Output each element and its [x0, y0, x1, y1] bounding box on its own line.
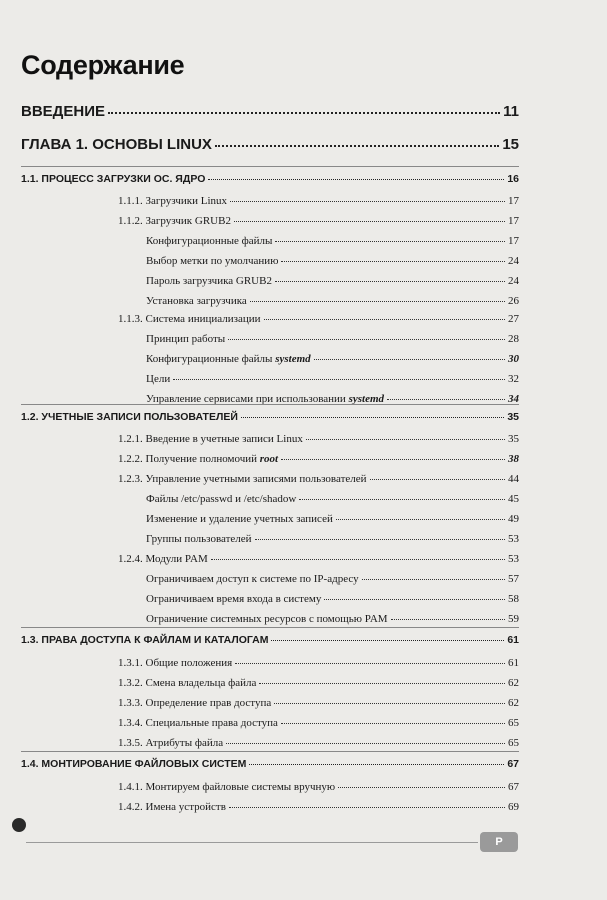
toc-entry-emphasis: root — [259, 453, 279, 465]
dot-leader — [274, 703, 505, 704]
toc-topic[interactable] — [146, 333, 519, 345]
toc-entry-title — [21, 411, 238, 423]
toc-page-number: 57 — [508, 573, 519, 585]
dot-leader — [250, 301, 505, 302]
toc-entry-text: 1.1. ПРОЦЕСС ЗАГРУЗКИ ОС. ЯДРО — [21, 173, 206, 185]
dot-leader — [336, 519, 505, 520]
toc-page-number: 35 — [508, 433, 519, 445]
toc-entry-text: 1.2.2. Получение полномочий — [118, 453, 260, 465]
toc-entry-title — [118, 473, 367, 485]
toc-entry-text: Файлы /etc/passwd и /etc/shadow — [146, 493, 297, 505]
toc-entry-text: Управление сервисами при использовании — [146, 393, 349, 405]
toc-page-number: 53 — [508, 553, 519, 565]
toc-subsection[interactable] — [118, 473, 519, 485]
toc-topic[interactable] — [146, 573, 519, 585]
toc-entry-text: 1.3. ПРАВА ДОСТУПА К ФАЙЛАМ И КАТАЛОГАМ — [21, 634, 269, 646]
toc-subsection[interactable] — [118, 737, 519, 749]
toc-entry-text: 1.3.3. Определение прав доступа — [118, 697, 272, 709]
dot-leader — [228, 339, 505, 340]
dot-leader — [281, 459, 505, 460]
toc-entry-text: 1.1.2. Загрузчик GRUB2 — [118, 215, 231, 227]
toc-entry-emphasis: systemd — [275, 353, 311, 365]
toc-entry-text: Выбор метки по умолчанию — [146, 255, 279, 267]
dot-leader — [275, 241, 505, 242]
toc-topic[interactable] — [146, 235, 519, 247]
toc-page-number: 24 — [508, 255, 519, 267]
toc-entry-title — [146, 353, 311, 365]
toc-topic[interactable] — [146, 373, 519, 385]
toc-page-number: 58 — [508, 593, 519, 605]
toc-page-number: 45 — [508, 493, 519, 505]
toc-subsection[interactable] — [118, 697, 519, 709]
toc-topic[interactable] — [146, 353, 519, 365]
dot-leader — [229, 807, 505, 808]
toc-entry-text: 1.2. УЧЕТНЫЕ ЗАПИСИ ПОЛЬЗОВАТЕЛЕЙ — [21, 411, 238, 423]
toc-entry-text: 1.3.5. Атрибуты файла — [118, 737, 224, 749]
toc-page-number: 26 — [508, 295, 519, 307]
dot-leader — [306, 439, 505, 440]
toc-page-number: 34 — [508, 393, 519, 405]
toc-entry-title — [146, 275, 272, 287]
toc-subsection[interactable] — [118, 215, 519, 227]
toc-chapter[interactable] — [21, 103, 519, 120]
dot-leader — [259, 683, 505, 684]
toc-entry-title — [146, 513, 333, 525]
toc-page-number: 17 — [508, 195, 519, 207]
toc-page-number: 17 — [508, 215, 519, 227]
toc-entry-text: Изменение и удаление учетных записей — [146, 513, 333, 525]
toc-chapter[interactable] — [21, 136, 519, 153]
toc-subsection[interactable] — [118, 313, 519, 325]
toc-entry-title — [146, 613, 388, 625]
page-title: Содержание — [21, 50, 185, 80]
toc-topic[interactable] — [146, 275, 519, 287]
toc-page-number: 61 — [507, 634, 519, 646]
toc-entry-title — [118, 737, 223, 749]
toc-entry-text: ГЛАВА 1. ОСНОВЫ LINUX — [21, 136, 212, 153]
section-divider — [21, 627, 519, 628]
toc-page-number: 28 — [508, 333, 519, 345]
toc-entry-text: 1.4.1. Монтируем файловые системы вручную — [118, 781, 336, 793]
toc-entry-title — [146, 373, 170, 385]
toc-page-number: 27 — [508, 313, 519, 325]
toc-entry-title — [146, 533, 252, 545]
toc-topic[interactable] — [146, 613, 519, 625]
toc-entry-title — [118, 433, 303, 445]
toc-page-number: 53 — [508, 533, 519, 545]
toc-section[interactable] — [21, 758, 519, 770]
toc-subsection[interactable] — [118, 195, 519, 207]
dot-leader — [255, 539, 505, 540]
toc-entry-title — [146, 255, 278, 267]
dot-leader — [324, 599, 505, 600]
dot-leader — [230, 201, 505, 202]
toc-entry-text: 1.3.2. Смена владельца файла — [118, 677, 257, 689]
toc-section[interactable] — [21, 173, 519, 185]
toc-topic[interactable] — [146, 493, 519, 505]
section-divider — [21, 751, 519, 752]
toc-entry-title — [146, 493, 296, 505]
toc-page-number: 44 — [508, 473, 519, 485]
toc-page-number: 67 — [507, 758, 519, 770]
toc-page-number: 67 — [508, 781, 519, 793]
footer-divider — [26, 842, 478, 843]
toc-entry-text: 1.4. МОНТИРОВАНИЕ ФАЙЛОВЫХ СИСТЕМ — [21, 758, 247, 770]
page-badge: P — [480, 832, 518, 852]
dot-leader — [281, 723, 505, 724]
dot-leader — [299, 499, 505, 500]
toc-topic[interactable] — [146, 533, 519, 545]
toc-page-number: 24 — [508, 275, 519, 287]
toc-entry-text: Конфигурационные файлы — [146, 353, 276, 365]
toc-topic[interactable] — [146, 593, 519, 605]
toc-subsection[interactable] — [118, 553, 519, 565]
toc-page-number: 17 — [508, 235, 519, 247]
toc-entry-text: 1.3.4. Специальные права доступа — [118, 717, 278, 729]
toc-entry-title — [21, 103, 105, 120]
toc-entry-title — [118, 195, 227, 207]
toc-page-number: 32 — [508, 373, 519, 385]
toc-subsection[interactable] — [118, 801, 519, 813]
dot-leader — [215, 145, 499, 147]
dot-leader — [275, 281, 505, 282]
toc-subsection[interactable] — [118, 677, 519, 689]
toc-page-number: 35 — [507, 411, 519, 423]
section-divider — [21, 166, 519, 167]
toc-section[interactable] — [21, 634, 519, 646]
toc-entry-text: 1.2.3. Управление учетными записями пользователей — [118, 473, 367, 485]
toc-section[interactable] — [21, 411, 519, 423]
dot-leader — [173, 379, 505, 380]
toc-entry-title — [118, 781, 335, 793]
toc-entry-title — [118, 453, 278, 465]
dot-leader — [208, 179, 504, 180]
toc-entry-title — [21, 758, 246, 770]
toc-entry-title — [118, 717, 278, 729]
toc-entry-title — [118, 697, 271, 709]
toc-subsection[interactable] — [118, 657, 519, 669]
toc-subsection[interactable] — [118, 433, 519, 445]
dot-leader — [241, 417, 504, 418]
toc-entry-text: Цели — [146, 373, 171, 385]
toc-entry-text: 1.1.1. Загрузчики Linux — [118, 195, 228, 207]
toc-entry-text: Ограничиваем доступ к системе по IP-адресу — [146, 573, 359, 585]
dot-leader — [370, 479, 505, 480]
toc-entry-text: Ограничиваем время входа в систему — [146, 593, 322, 605]
dot-leader — [314, 359, 505, 360]
section-divider — [21, 404, 519, 405]
dot-leader — [234, 221, 505, 222]
toc-entry-text: 1.3.1. Общие положения — [118, 657, 233, 669]
dot-leader — [271, 640, 504, 641]
toc-entry-title — [118, 677, 256, 689]
toc-entry-text: 1.2.4. Модули PAM — [118, 553, 208, 565]
toc-entry-title — [21, 634, 268, 646]
toc-entry-title — [118, 553, 208, 565]
dot-leader — [362, 579, 505, 580]
toc-page-number: 15 — [502, 136, 519, 153]
dot-leader — [108, 112, 500, 114]
toc-entry-title — [21, 136, 212, 153]
toc-entry-title — [146, 235, 272, 247]
toc-topic[interactable] — [146, 255, 519, 267]
dot-leader — [211, 559, 505, 560]
toc-page-number: 59 — [508, 613, 519, 625]
toc-page-number: 16 — [507, 173, 519, 185]
toc-entry-text: 1.1.3. Система инициализации — [118, 313, 261, 325]
toc-entry-title — [146, 333, 225, 345]
toc-entry-text: Принцип работы — [146, 333, 226, 345]
toc-entry-text: Пароль загрузчика GRUB2 — [146, 275, 272, 287]
toc-topic[interactable] — [146, 295, 519, 307]
dot-leader — [338, 787, 505, 788]
dot-leader — [235, 663, 505, 664]
toc-entry-text: Группы пользователей — [146, 533, 252, 545]
dot-leader — [226, 743, 505, 744]
toc-page-number: 69 — [508, 801, 519, 813]
toc-entry-emphasis: systemd — [348, 393, 385, 405]
toc-subsection[interactable] — [118, 453, 519, 465]
toc-topic[interactable] — [146, 513, 519, 525]
dot-leader — [391, 619, 505, 620]
toc-entry-title — [118, 215, 231, 227]
dot-leader — [387, 399, 505, 400]
bullet-ornament-icon — [12, 818, 26, 832]
toc-entry-title — [146, 295, 247, 307]
toc-page-number: 30 — [508, 353, 519, 365]
toc-entry-title — [118, 801, 226, 813]
dot-leader — [249, 764, 504, 765]
toc-entry-title — [21, 173, 205, 185]
toc-entry-title — [118, 313, 261, 325]
toc-subsection[interactable] — [118, 781, 519, 793]
toc-page-number: 65 — [508, 717, 519, 729]
toc-page-number: 61 — [508, 657, 519, 669]
toc-entry-text: Установка загрузчика — [146, 295, 247, 307]
toc-entry-text: Ограничение системных ресурсов с помощью PAM — [146, 613, 388, 625]
toc-entry-title — [146, 573, 359, 585]
toc-subsection[interactable] — [118, 717, 519, 729]
toc-entry-text: Конфигурационные файлы — [146, 235, 273, 247]
toc-page-number: 62 — [508, 677, 519, 689]
toc-page-number: 38 — [508, 453, 519, 465]
toc-entry-text: 1.2.1. Введение в учетные записи Linux — [118, 433, 303, 445]
dot-leader — [264, 319, 506, 320]
toc-entry-title — [118, 657, 232, 669]
toc-entry-text: ВВЕДЕНИЕ — [21, 103, 105, 120]
dot-leader — [281, 261, 505, 262]
toc-page-number: 49 — [508, 513, 519, 525]
toc-page-number: 65 — [508, 737, 519, 749]
toc-page-number: 62 — [508, 697, 519, 709]
toc-entry-text: 1.4.2. Имена устройств — [118, 801, 226, 813]
toc-page-number: 11 — [503, 103, 519, 120]
toc-entry-title — [146, 593, 321, 605]
